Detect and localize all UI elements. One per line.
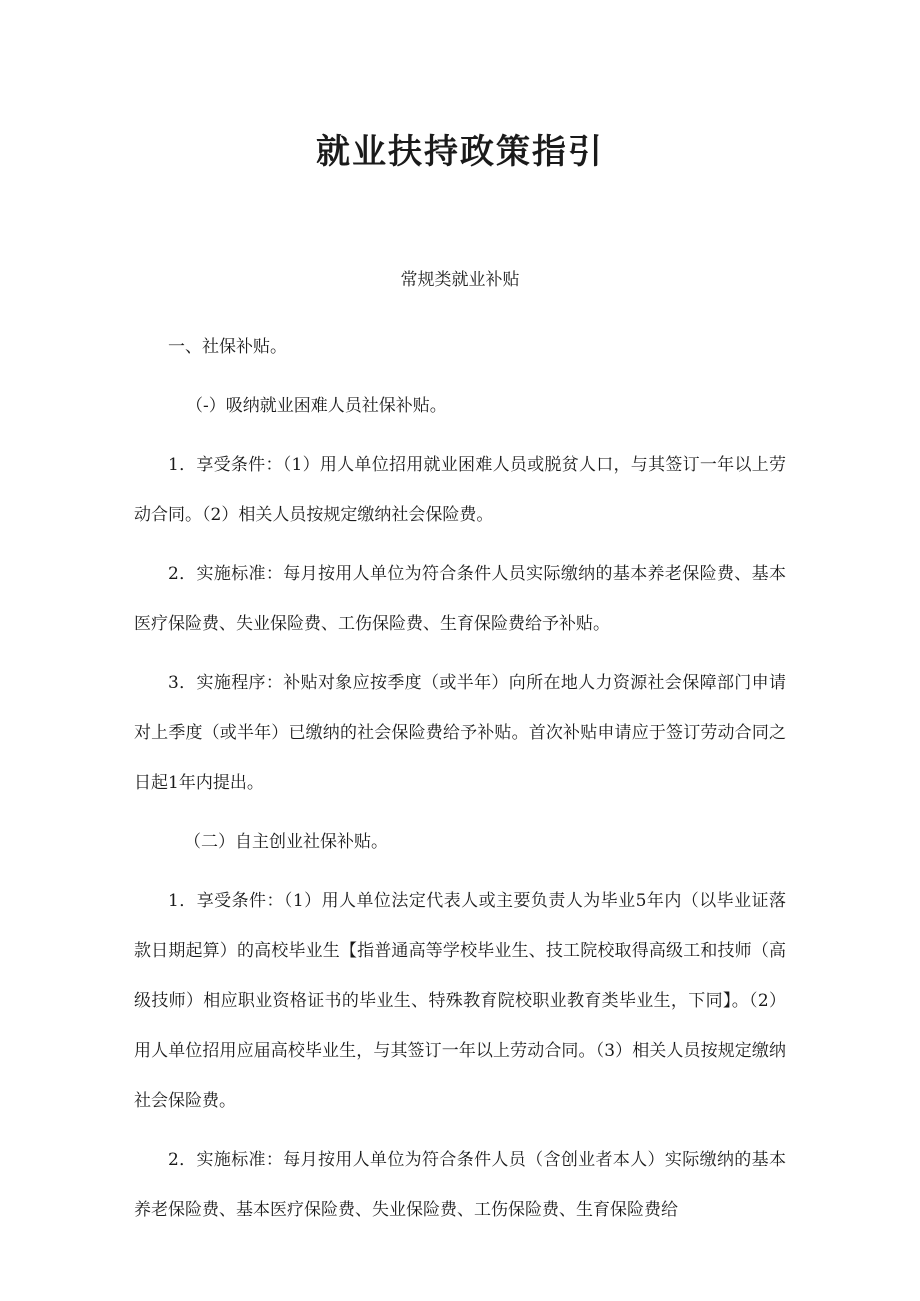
paragraph-conditions-self-employment: 1．享受条件：（1）用人单位法定代表人或主要负责人为毕业5年内（以毕业证落款日期起算）的高校毕业生【指普通高等学校毕业生、技工院校取得高级工和技师（高级技师）相应职业资格证书的毕业生、特殊教育院校职业教育类毕业生，下同】。（2）用人单位招用应届高校毕业生，与其签订一年以上劳动合同。（3）相关人员按规定缴纳社会保险费。 bbox=[134, 891, 786, 1111]
subsection-heading-hard-to-employ: （-）吸纳就业困难人员社保补贴。 bbox=[186, 396, 447, 416]
paragraph-conditions: 1．享受条件：（1）用人单位招用就业困难人员或脱贫人口，与其签订一年以上劳动合同。（2）相关人员按规定缴纳社会保险费。 bbox=[134, 455, 786, 525]
subsection-heading-self-employment: （二）自主创业社保补贴。 bbox=[184, 832, 388, 852]
document-subtitle: 常规类就业补贴 bbox=[400, 270, 520, 290]
paragraph-standard: 2．实施标准：每月按用人单位为符合条件人员实际缴纳的基本养老保险费、基本医疗保险费、失业保险费、工伤保险费、生育保险费给予补贴。 bbox=[134, 564, 786, 634]
document-body bbox=[134, 322, 786, 1244]
paragraph-standard-self-employment: 2．实施标准：每月按用人单位为符合条件人员（含创业者本人）实际缴纳的基本养老保险费、基本医疗保险费、失业保险费、工伤保险费、生育保险费给 bbox=[134, 1150, 786, 1220]
section-heading-social-insurance: 一、社保补贴。 bbox=[168, 337, 287, 357]
paragraph-procedure: 3．实施程序：补贴对象应按季度（或半年）向所在地人力资源社会保障部门申请对上季度（或半年）已缴纳的社会保险费给予补贴。首次补贴申请应于签订劳动合同之日起1年内提出。 bbox=[134, 673, 786, 793]
document-title: 就业扶持政策指引 bbox=[316, 132, 604, 172]
